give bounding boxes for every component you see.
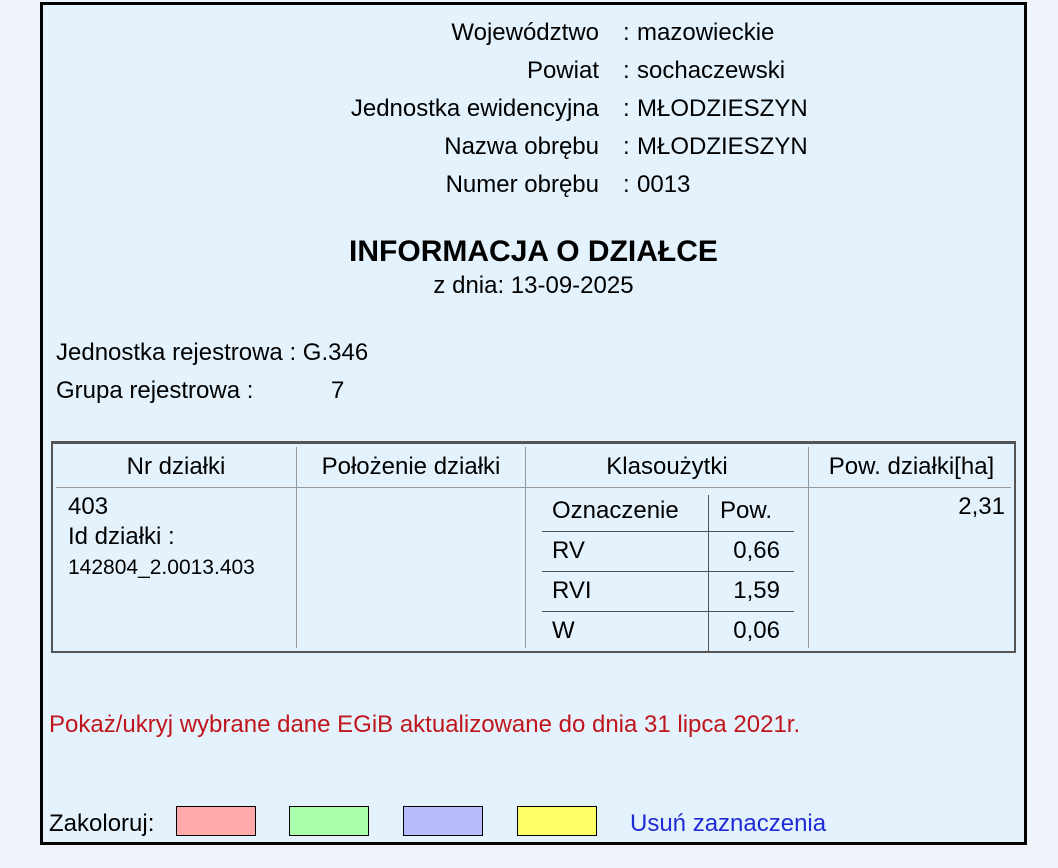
clear-selection-link[interactable]: Usuń zaznaczenia bbox=[630, 810, 827, 837]
parcel-id: 142804_2.0013.403 bbox=[68, 556, 255, 579]
header-row-registration-unit bbox=[43, 93, 1024, 125]
header-colon: : bbox=[623, 133, 630, 160]
color-swatch-blue[interactable] bbox=[403, 806, 483, 836]
column-header-parcel-number: Nr działki bbox=[126, 453, 226, 480]
table-column-divider bbox=[808, 447, 809, 648]
land-use-area: 0,06 bbox=[733, 617, 780, 644]
table-row-divider bbox=[56, 487, 1011, 488]
header-value: MŁODZIESZYN bbox=[637, 95, 808, 122]
column-header-land-use: Klasoużytki bbox=[606, 453, 728, 480]
land-use-designation: RV bbox=[552, 537, 585, 564]
column-header-parcel-area: Pow. działki[ha] bbox=[828, 453, 995, 480]
land-use-designation: W bbox=[552, 617, 575, 644]
header-colon: : bbox=[623, 95, 630, 122]
color-swatch-yellow[interactable] bbox=[517, 806, 597, 836]
header-colon: : bbox=[623, 171, 630, 198]
registry-unit bbox=[56, 337, 368, 369]
header-row-precinct-name bbox=[43, 131, 1024, 163]
land-use-area: 0,66 bbox=[733, 537, 780, 564]
land-use-area: 1,59 bbox=[733, 577, 780, 604]
table-column-divider bbox=[296, 447, 297, 648]
colorize-label: Zakoloruj: bbox=[49, 810, 155, 837]
header-row-voivodeship bbox=[43, 17, 1024, 49]
column-header-location: Położenie działki bbox=[321, 453, 501, 480]
table-column-divider bbox=[525, 447, 526, 648]
parcel-number: 403 bbox=[68, 493, 109, 520]
land-use-header-designation: Oznaczenie bbox=[552, 497, 679, 524]
land-use-designation: RVI bbox=[552, 577, 592, 604]
color-swatch-red[interactable] bbox=[176, 806, 256, 836]
parcel-id-label: Id działki : bbox=[68, 523, 175, 550]
header-value: sochaczewski bbox=[637, 57, 786, 84]
registry-group bbox=[56, 375, 345, 407]
registry-unit-value: G.346 bbox=[302, 339, 369, 366]
report-date: z dnia: 13-09-2025 bbox=[433, 272, 634, 299]
header-colon: : bbox=[623, 57, 630, 84]
header-value: mazowieckie bbox=[637, 19, 775, 46]
land-use-header-area: Pow. bbox=[720, 497, 773, 524]
parcel-info-panel bbox=[40, 2, 1027, 845]
registry-unit-label: Jednostka rejestrowa : bbox=[56, 339, 297, 366]
page-title: INFORMACJA O DZIAŁCE bbox=[349, 235, 718, 268]
header-label: Powiat bbox=[526, 57, 599, 84]
header-label: Nazwa obrębu bbox=[444, 133, 599, 160]
header-row-county bbox=[43, 55, 1024, 87]
header-colon: : bbox=[623, 19, 630, 46]
header-row-precinct-number bbox=[43, 169, 1024, 201]
header-label: Jednostka ewidencyjna bbox=[350, 95, 599, 122]
parcel-area: 2,31 bbox=[958, 493, 1005, 520]
parcel-table bbox=[51, 441, 1016, 653]
header-label: Numer obrębu bbox=[445, 171, 599, 198]
registry-group-label: Grupa rejestrowa : bbox=[56, 377, 254, 404]
color-swatch-green[interactable] bbox=[289, 806, 369, 836]
land-use-column-divider bbox=[708, 495, 709, 651]
header-value: MŁODZIESZYN bbox=[637, 133, 808, 160]
registry-group-value: 7 bbox=[331, 377, 345, 404]
header-value: 0013 bbox=[637, 171, 691, 198]
toggle-egib-data-link[interactable]: Pokaż/ukryj wybrane dane EGiB aktualizowane do dnia 31 lipca 2021r. bbox=[49, 711, 801, 738]
header-label: Województwo bbox=[451, 19, 599, 46]
